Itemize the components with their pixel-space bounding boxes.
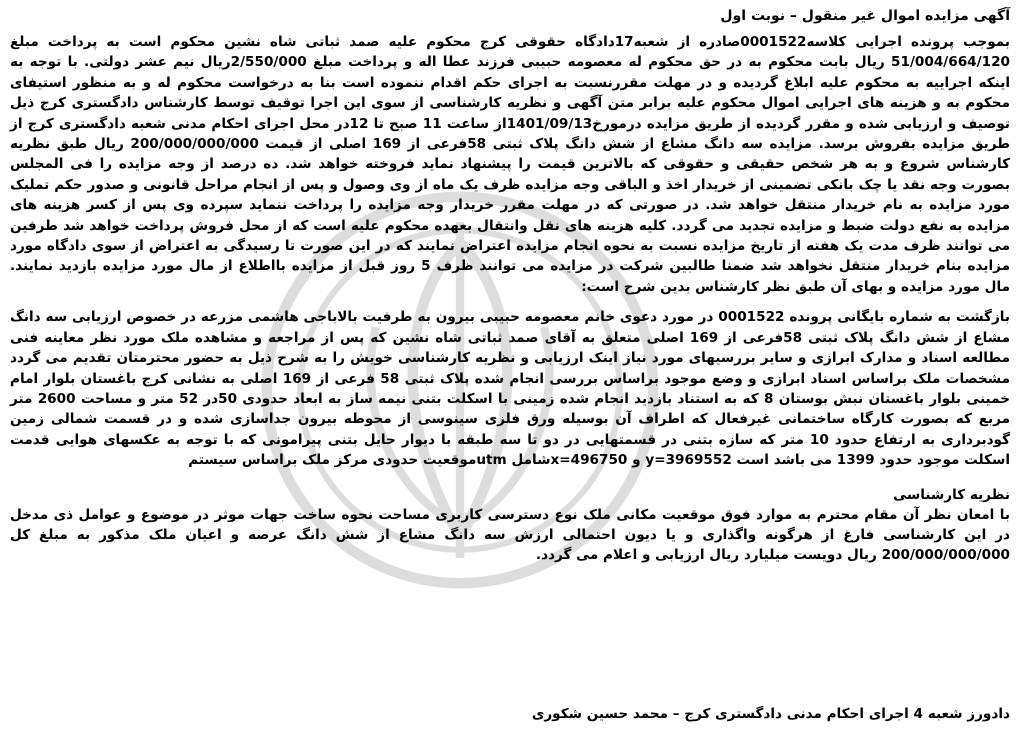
signature-line: دادورز شعبه 4 اجرای احکام مدنی دادگستری کرج – محمد حسین شکوری [531, 706, 1010, 722]
spacer [10, 471, 1010, 485]
spacer [10, 297, 1010, 307]
notice-paragraph-property: بازگشت به شماره بایگانی پرونده 0001522 در مورد دعوی خانم معصومه حبیبی بیرون به طرفیت بالاباجی هاشمی مزرعه در خصوص ارزیابی سه دانگ مشاع از شش دانگ پلاک ثبتی 58فرعی از 169 اصلی متعلق به آقای صمد ثباتی شاه نشین که پس از مراجعه و مشاهده ملک مورد نظر معاینه فنی مطالعه اسناد و مدارک ابرازی و سایر بررسیهای مورد نیاز اینک ارزیابی و نظریه کارشناسی خویش را به شرح ذیل به حضور محترمتان تقدیم می گردد مشخصات ملک براساس اسناد ابرازی و وضع موجود براساس بررسی انجام شده پلاک ثبتی 58 فرعی از 169 اصلی به نشانی کرج باغستان بلوار امام خمینی بلوار باغستان نبش بوستان 8 که به استناد بازدید انجام شده زمینی با اسکلت بتنی نیمه ساز به ابعاد حدودی 50در 52 متر و مساحت 2600 متر مربع که بصورت کارگاه ساختمانی غیرفعال که اطراف آن بوسیله ورق فلزی سینوسی از محوطه بیرون جداسازی شده و در قسمت شمالی زمین گودبرداری به ارتفاع حدود 10 متر که سازه بتنی در قسمتهایی در دو تا سه طبقه با دیوار حایل بتنی پیرامونی که با توجه به عکسهای هوایی قدمت اسکلت موجود حدود 1399 می باشد است 3969552=y و x=496750شامل utmموقعیت حدودی مرکز ملک براساس سیستم [10, 309, 1011, 469]
notice-paragraph-expert: با امعان نظر آن مقام محترم به موارد فوق موقعیت مکانی ملک نوع دسترسی کاربری مساحت نحوه ساخت جهات موثر در موضوع و عوامل ذی مدخل در این کارشناسی فارغ از هرگونه واگذاری و یا دیون احتمالی ارزش سه دانگ مشاع از شش دانگ عرصه و اعیان ملک مذکور به مبلغ کل 200/000/000/000 ریال دویست میلیارد ریال ارزیابی و اعلام می گردد. [10, 506, 1010, 564]
notice-title: آگهی مزایده اموال غیر منقول – نوبت اول [720, 8, 1010, 24]
notice-paragraph-main: بموجب پرونده اجرایی کلاسه0001522صادره از شعبه17دادگاه حقوقی کرج محکوم علیه صمد ثباتی شاه نشین محکوم است به پرداخت مبلغ 51/004/664/120 ریال بابت محکوم به در حق محکوم له معصومه حبیبی فرزند عطا اله و پرداخت مبلغ 2/550/000ریال نیم عشر دولتی. با توجه به اینکه اجراییه به محکوم علیه ابلاغ گردیده و در مهلت مقررنسبت به اجرای حکم اقدام ننموده است بنا به درخواست محکوم له و به منظور استیفای محکوم به و هزینه های اجرایی اموال محکوم علیه برابر متن آگهی و نظریه کارشناسی از سوی این اجرا توقیف توسط کارشناس دادگستری کرج ذیل توصیف و ارزیابی شده و مقرر گردیده از طریق مزایده درمورخ1401/09/13از ساعت 11 صبح تا 12در محل اجرای احکام مدنی شعبه دادگستری کرج از طریق مزایده بفروش برسد. مزایده سه دانگ مشاع از شش دانگ پلاک ثبتی 58فرعی از 169 اصلی از قیمت 200/000/000/000 ریال طبق نظریه کارشناس شروع و به هر شخص حقیقی و حقوقی که بالاترین قیمت را پیشنهاد نماید فروخته خواهد شد. ده درصد از وجه مزایده را فی المجلس بصورت وجه نقد یا چک بانکی تضمینی از خریدار اخذ و الباقی وجه مزایده ظرف یک ماه از وی وصول و پس از انجام مراحل قانونی و صدور حکم تملیک مورد مزایده به نام خریدار منتقل خواهد شد. در صورتی که در مهلت مقرر خریدار وجه مزایده را پرداخت ننماید سپرده وی پس از کسر هزینه های مزایده به نفع دولت ضبط و مزایده تجدید می گردد. کلیه هزینه های نقل وانتقال بعهده محکوم علیه است که از محل فروش پرداخت خواهد شد طرفین می توانند ظرف مدت یک هفته از تاریخ مزایده نسبت به نحوه انجام مزایده اعتراض نمایند که در این صورت تا رسیدگی به اعتراض از سوی دادگاه مورد مزایده بنام خریدار منتقل نخواهد شد ضمنا طالبین شرکت در مزایده می توانند ظرف 5 روز قبل از مزایده بااطلاع از مال مورد مزایده بازدید نمایند. مال مورد مزایده و بهای آن طبق نظر کارشناس بدین شرح است: [10, 34, 1010, 295]
expert-opinion-heading: نظریه کارشناسی [893, 486, 1010, 503]
